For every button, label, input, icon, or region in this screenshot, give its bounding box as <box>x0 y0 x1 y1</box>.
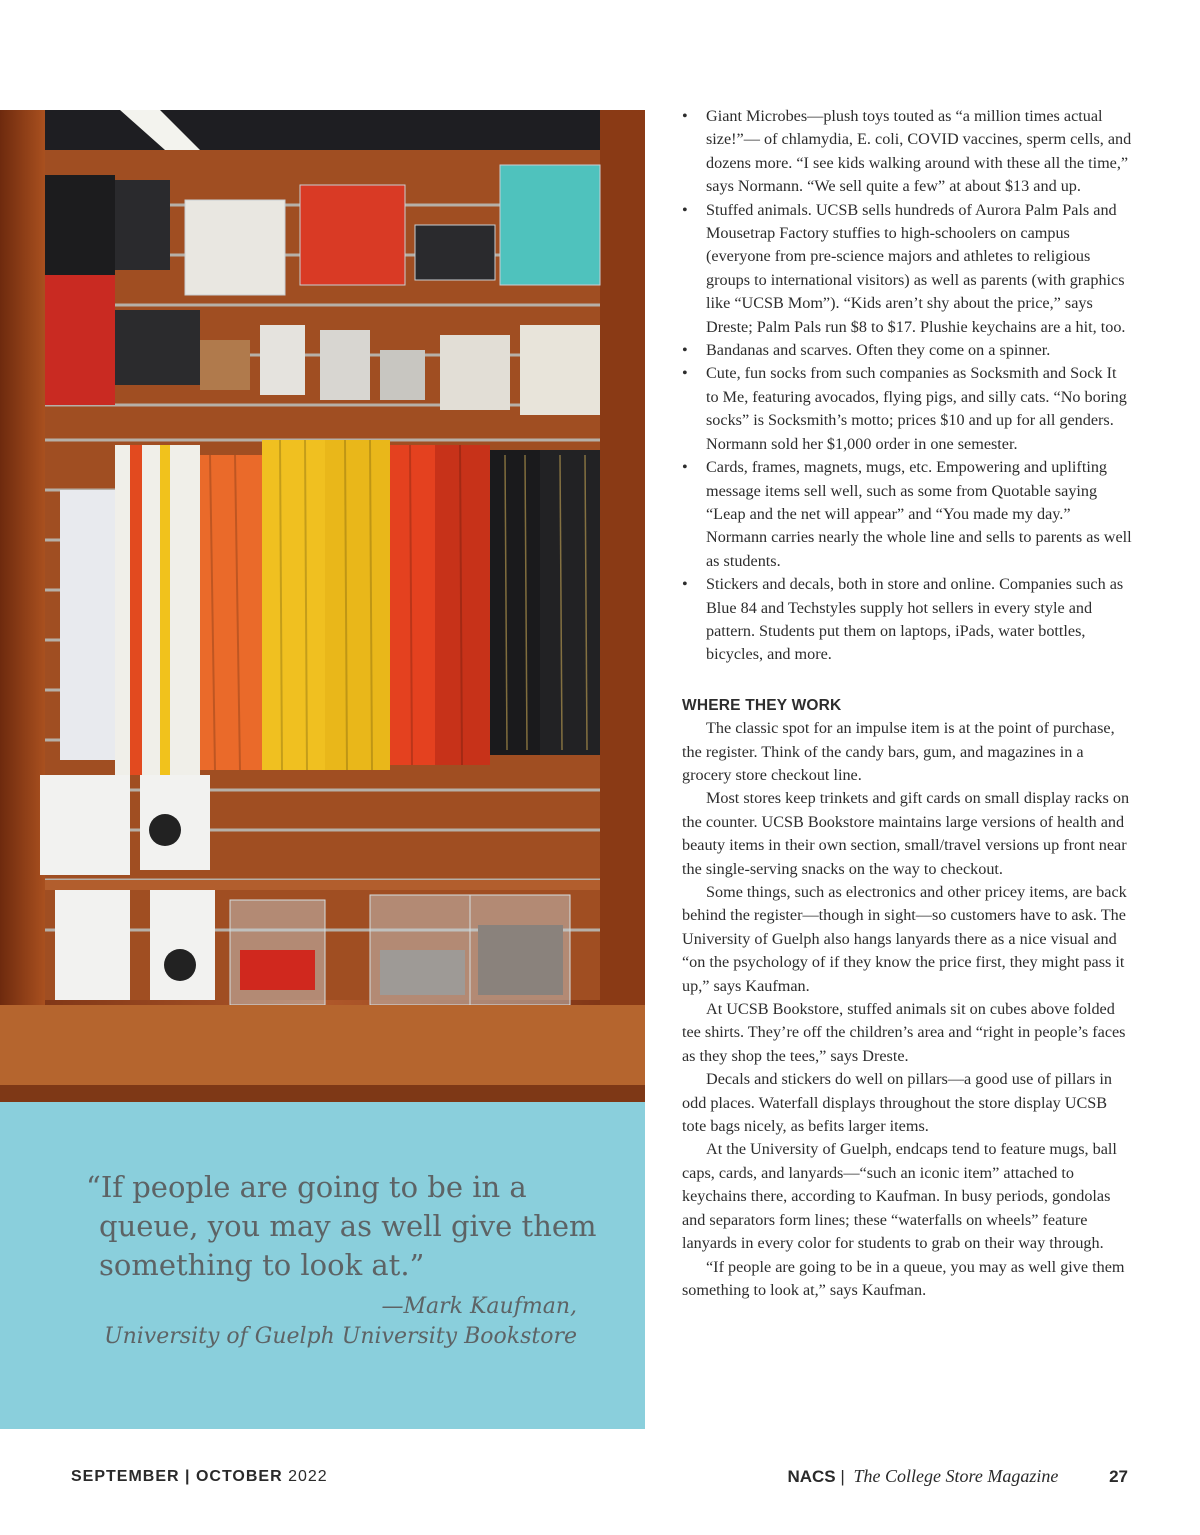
attribution-org: University of Guelph University Bookstore <box>104 1324 577 1349</box>
list-item: • Cards, frames, magnets, mugs, etc. Empowering and uplifting message items sell well, such as some from Quotable saying “Leap and the net will appear” and “You made my day.” Normann carries nearly the whole line and sells to parents as well as students. <box>682 456 1132 573</box>
pull-quote-line: queue, you may as well give them <box>99 1209 597 1243</box>
issue-date <box>71 1468 328 1486</box>
list-item: • Giant Microbes—plush toys touted as “a million times actual size!”— of chlamydia, E. coli, COVID vaccines, sperm cells, and dozens more. “I see kids walking around with these all the time,” says Normann. “We sell quite a few” at about $13 and up. <box>682 105 1132 199</box>
section-heading: WHERE THEY WORK <box>682 696 842 714</box>
paragraph: Most stores keep trinkets and gift cards on small display racks on the counter. UCSB Bookstore maintains large versions of health and beauty items in their own section, small/travel versions up front near the single-serving snacks on the way to checkout. <box>682 789 1130 878</box>
article-body <box>682 105 1132 1302</box>
impulse-items-list <box>682 105 1132 667</box>
store-display-photo <box>0 110 645 1102</box>
list-item: • Stickers and decals, both in store and online. Companies such as Blue 84 and Techstyles supply hot sellers in every style and pattern. Students put them on laptops, iPads, water bottles, bicycles, and more. <box>682 573 1132 667</box>
page-number: 27 <box>1109 1467 1128 1486</box>
pull-quote-line: “If people are going to be in a <box>86 1170 527 1204</box>
list-item: • Bandanas and scarves. Often they come on a spinner. <box>682 339 1132 362</box>
brand-name: NACS <box>787 1467 836 1486</box>
paragraph: The classic spot for an impulse item is at the point of purchase, the register. Think of the candy bars, gum, and magazines in a grocery store checkout line. <box>682 719 1115 784</box>
paragraph: “If people are going to be in a queue, you may as well give them something to look at,” says Kaufman. <box>682 1257 1125 1299</box>
paragraph: Decals and stickers do well on pillars—a good use of pillars in odd places. Waterfall displays throughout the store display UCSB tote bags nicely, as befits larger items. <box>682 1070 1112 1136</box>
list-item: • Cute, fun socks from such companies as Socksmith and Sock It to Me, featuring avocados, flying pigs, and silly cats. “No boring socks” is Socksmith’s motto; prices $10 and up for all genders. Normann sold her $1,000 order in one semester. <box>682 362 1132 456</box>
issue-year: 2022 <box>288 1468 328 1485</box>
pull-quote <box>86 1168 606 1285</box>
list-item: • Stuffed animals. UCSB sells hundreds of Aurora Palm Pals and Mousetrap Factory stuffies to high-schoolers on campus (everyone from pre-science majors and athletes to religious groups to international visitors) as well as parents (with graphics like “UCSB Mom”). “Kids aren’t shy about the price,” says Dreste; Palm Pals run $8 to $17. Plushie keychains are a hit, too. <box>682 199 1132 339</box>
issue-months: SEPTEMBER | OCTOBER <box>71 1468 283 1485</box>
paragraph: Some things, such as electronics and other pricey items, are back behind the register—though in sight—so customers have to ask. The University of Guelph also hangs lanyards there as a nice visual and “on the psychology of if they know the price first, they might pass it up,” says Kaufman. <box>682 883 1127 995</box>
pull-quote-attribution <box>104 1292 577 1352</box>
magazine-title: The College Store Magazine <box>853 1466 1059 1486</box>
attribution-name: —Mark Kaufman, <box>381 1294 577 1319</box>
pull-quote-box <box>0 1102 645 1429</box>
paragraph: At the University of Guelph, endcaps tend to feature mugs, ball caps, cards, and lanyards—“such an iconic item” attached to keychains there, according to Kaufman. In busy periods, gondolas and separators form lines; these “waterfalls on wheels” feature lanyards in every color for students to grab on their way through. <box>682 1140 1117 1253</box>
footer-separator: | <box>840 1467 845 1486</box>
paragraph: At UCSB Bookstore, stuffed animals sit on cubes above folded tee shirts. They’re off the children’s area and “right in people’s faces as they shop the tees,” says Dreste. <box>682 1000 1126 1065</box>
pull-quote-line: something to look at.” <box>99 1248 425 1282</box>
magazine-footer <box>787 1466 1128 1487</box>
